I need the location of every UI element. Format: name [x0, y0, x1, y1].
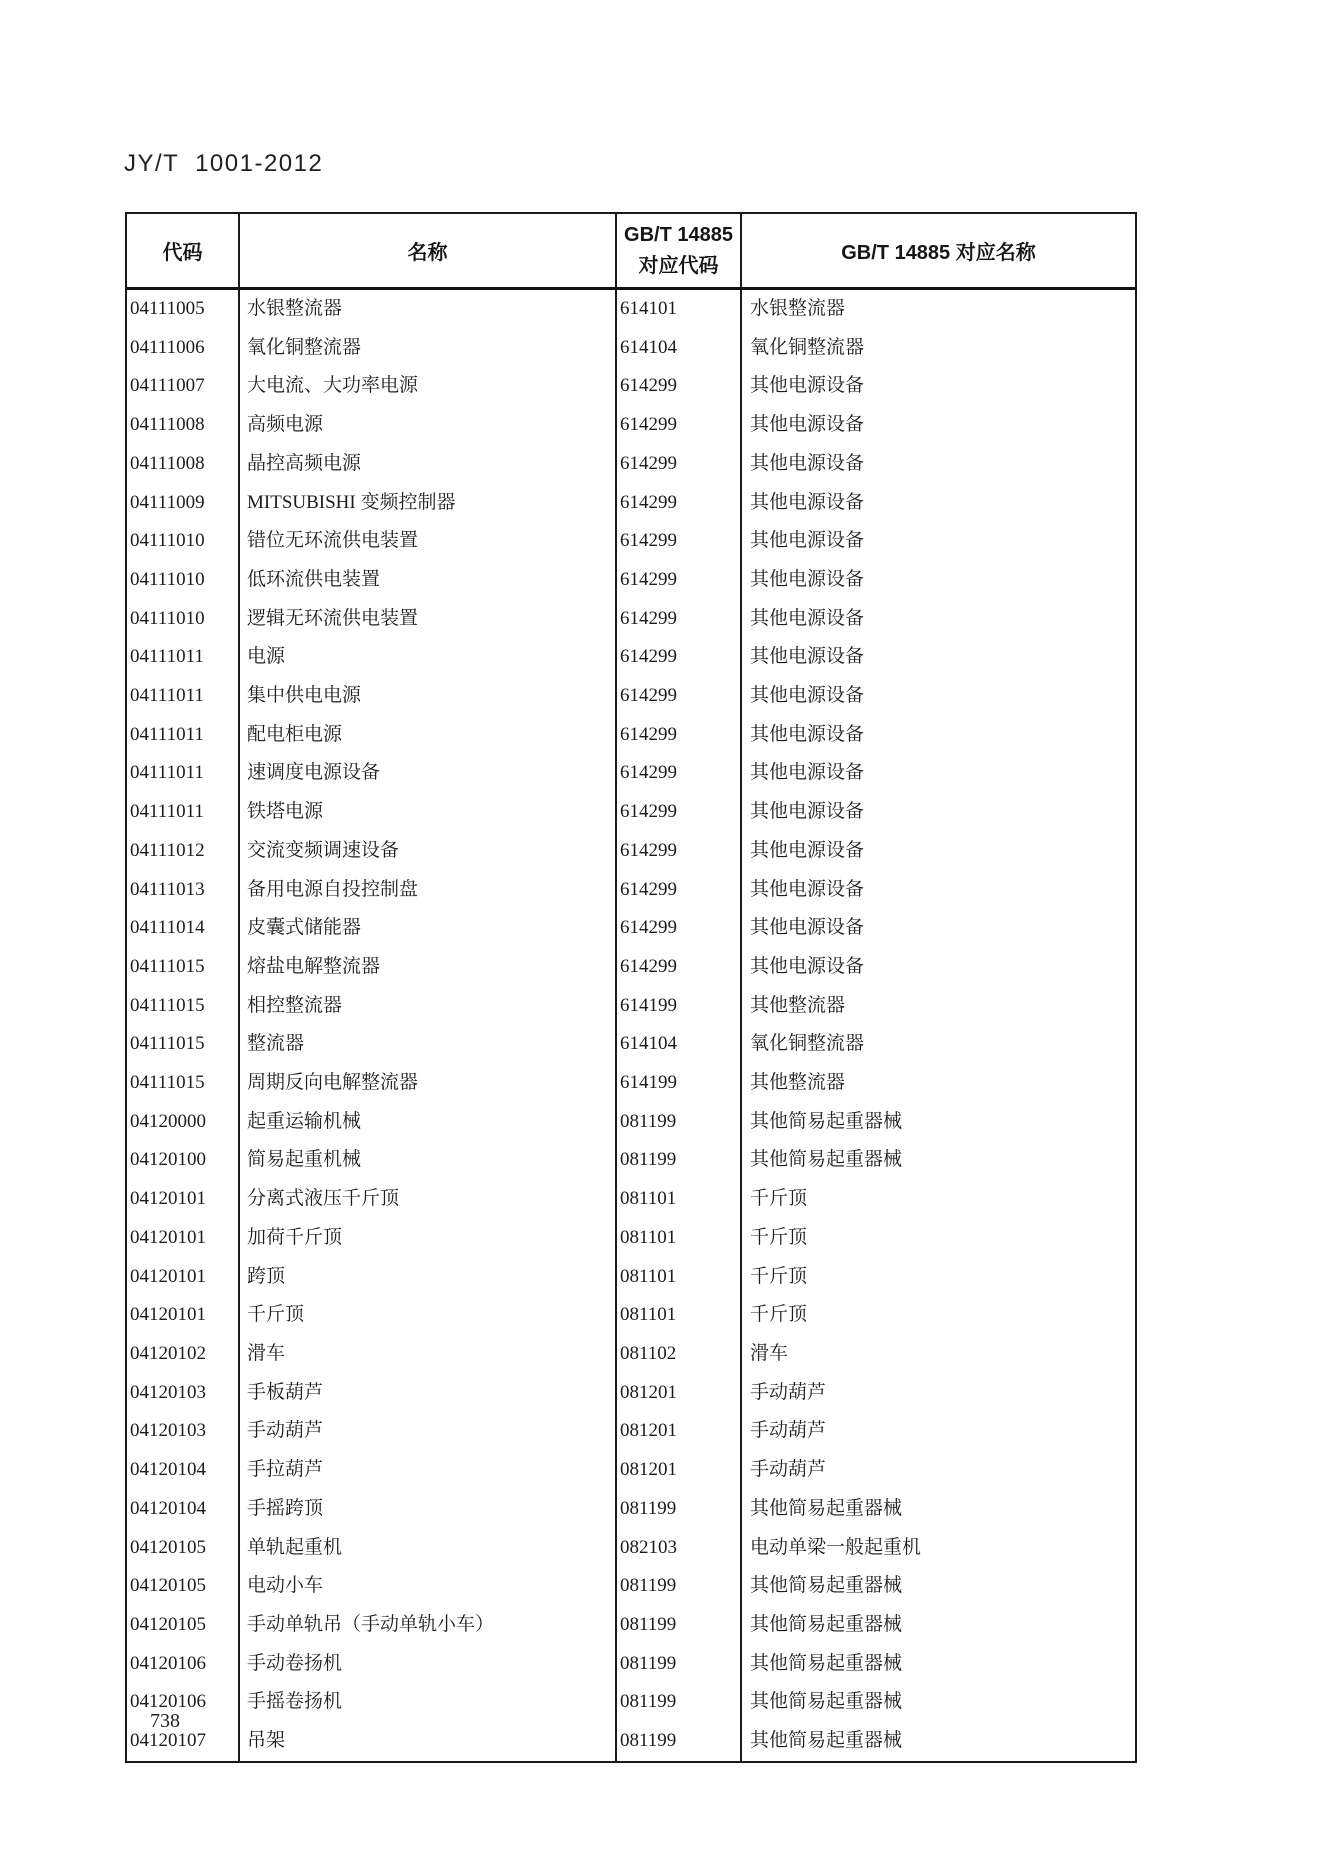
cell-name: 整流器 [239, 1025, 616, 1064]
cell-code: 04111015 [126, 948, 239, 987]
table-row [126, 793, 1136, 832]
cell-gbt-name: 其他整流器 [741, 987, 1136, 1026]
cell-gbt-code: 081199 [616, 1645, 741, 1684]
cell-gbt-name: 其他电源设备 [741, 909, 1136, 948]
cell-code: 04120102 [126, 1335, 239, 1374]
cell-gbt-name: 其他电源设备 [741, 716, 1136, 755]
table-row [126, 987, 1136, 1026]
cell-gbt-code: 081199 [616, 1490, 741, 1529]
cell-code: 04120105 [126, 1606, 239, 1645]
cell-gbt-name: 其他简易起重器械 [741, 1722, 1136, 1762]
cell-code: 04111011 [126, 638, 239, 677]
table-row [126, 948, 1136, 987]
cell-gbt-name: 氧化铜整流器 [741, 1025, 1136, 1064]
cell-gbt-name: 其他简易起重器械 [741, 1490, 1136, 1529]
column-header-gbt-code-line2: 对应代码 [638, 254, 719, 277]
cell-gbt-name: 千斤顶 [741, 1180, 1136, 1219]
table-row [126, 677, 1136, 716]
cell-name: 手动单轨吊（手动单轨小车） [239, 1606, 616, 1645]
cell-name: 吊架 [239, 1722, 616, 1762]
cell-name: 配电柜电源 [239, 716, 616, 755]
cell-code: 04120101 [126, 1258, 239, 1297]
cell-gbt-name: 其他整流器 [741, 1064, 1136, 1103]
table-row [126, 716, 1136, 755]
table-row [126, 289, 1136, 329]
cell-gbt-code: 614299 [616, 909, 741, 948]
cell-gbt-name: 其他简易起重器械 [741, 1567, 1136, 1606]
cell-gbt-name: 其他简易起重器械 [741, 1606, 1136, 1645]
cell-name: 铁塔电源 [239, 793, 616, 832]
cell-code: 04111007 [126, 367, 239, 406]
cell-name: 交流变频调速设备 [239, 832, 616, 871]
cell-code: 04111011 [126, 754, 239, 793]
cell-code: 04120106 [126, 1683, 239, 1722]
column-header-name: 名称 [239, 213, 616, 289]
table-row [126, 1606, 1136, 1645]
table-row [126, 445, 1136, 484]
cell-code: 04120101 [126, 1296, 239, 1335]
cell-gbt-name: 滑车 [741, 1335, 1136, 1374]
cell-gbt-code: 081199 [616, 1141, 741, 1180]
cell-gbt-name: 其他简易起重器械 [741, 1645, 1136, 1684]
cell-code: 04111014 [126, 909, 239, 948]
column-header-gbt-code-line1: GB/T 14885 [624, 223, 733, 246]
cell-gbt-name: 其他电源设备 [741, 948, 1136, 987]
cell-gbt-code: 614101 [616, 289, 741, 329]
table-row [126, 522, 1136, 561]
cell-gbt-name: 其他电源设备 [741, 522, 1136, 561]
table-row [126, 1567, 1136, 1606]
cell-name: 备用电源自投控制盘 [239, 871, 616, 910]
cell-gbt-code: 614299 [616, 600, 741, 639]
cell-name: 加荷千斤顶 [239, 1219, 616, 1258]
cell-gbt-name: 其他电源设备 [741, 367, 1136, 406]
cell-name: 高频电源 [239, 406, 616, 445]
cell-gbt-name: 其他电源设备 [741, 406, 1136, 445]
cell-name: 分离式液压千斤顶 [239, 1180, 616, 1219]
cell-gbt-code: 614299 [616, 716, 741, 755]
cell-name: 低环流供电装置 [239, 561, 616, 600]
cell-name: 简易起重机械 [239, 1141, 616, 1180]
cell-gbt-name: 千斤顶 [741, 1296, 1136, 1335]
cell-gbt-name: 其他简易起重器械 [741, 1141, 1136, 1180]
cell-gbt-name: 其他电源设备 [741, 561, 1136, 600]
cell-gbt-name: 千斤顶 [741, 1258, 1136, 1297]
table-row [126, 638, 1136, 677]
cell-name: 逻辑无环流供电装置 [239, 600, 616, 639]
table-row [126, 1335, 1136, 1374]
cell-gbt-code: 614299 [616, 871, 741, 910]
cell-code: 04120101 [126, 1219, 239, 1258]
cell-gbt-code: 614299 [616, 484, 741, 523]
cell-code: 04111011 [126, 793, 239, 832]
cell-gbt-code: 614104 [616, 329, 741, 368]
mapping-table [125, 212, 1137, 1763]
table-row [126, 1490, 1136, 1529]
table-row [126, 1529, 1136, 1568]
table-row [126, 1103, 1136, 1142]
cell-code: 04120104 [126, 1451, 239, 1490]
cell-gbt-code: 614299 [616, 948, 741, 987]
cell-gbt-code: 614299 [616, 561, 741, 600]
cell-code: 04120000 [126, 1103, 239, 1142]
cell-gbt-code: 081101 [616, 1180, 741, 1219]
cell-code: 04111011 [126, 677, 239, 716]
cell-code: 04111011 [126, 716, 239, 755]
table-header [126, 213, 1136, 289]
cell-gbt-name: 氧化铜整流器 [741, 329, 1136, 368]
cell-name: 晶控高频电源 [239, 445, 616, 484]
cell-name: 熔盐电解整流器 [239, 948, 616, 987]
cell-gbt-code: 614199 [616, 987, 741, 1026]
cell-code: 04111012 [126, 832, 239, 871]
cell-name: 速调度电源设备 [239, 754, 616, 793]
table-row [126, 1645, 1136, 1684]
cell-gbt-code: 081199 [616, 1683, 741, 1722]
cell-gbt-code: 614199 [616, 1064, 741, 1103]
cell-code: 04111015 [126, 987, 239, 1026]
table-row [126, 1722, 1136, 1762]
cell-name: 电动小车 [239, 1567, 616, 1606]
table-row [126, 1412, 1136, 1451]
cell-gbt-name: 其他电源设备 [741, 871, 1136, 910]
page-number: 738 [150, 1710, 180, 1732]
cell-name: 滑车 [239, 1335, 616, 1374]
cell-name: 集中供电电源 [239, 677, 616, 716]
table-row [126, 1141, 1136, 1180]
cell-gbt-code: 081201 [616, 1412, 741, 1451]
column-header-code: 代码 [126, 213, 239, 289]
cell-gbt-code: 614299 [616, 754, 741, 793]
table-row [126, 909, 1136, 948]
cell-gbt-name: 其他电源设备 [741, 445, 1136, 484]
cell-name: 氧化铜整流器 [239, 329, 616, 368]
table-row [126, 1219, 1136, 1258]
table-row [126, 1683, 1136, 1722]
cell-name: MITSUBISHI 变频控制器 [239, 484, 616, 523]
table-row [126, 1064, 1136, 1103]
cell-gbt-code: 614104 [616, 1025, 741, 1064]
cell-code: 04111008 [126, 406, 239, 445]
cell-code: 04120106 [126, 1645, 239, 1684]
cell-name: 手摇卷扬机 [239, 1683, 616, 1722]
cell-gbt-name: 其他电源设备 [741, 793, 1136, 832]
cell-code: 04120100 [126, 1141, 239, 1180]
cell-gbt-name: 其他电源设备 [741, 638, 1136, 677]
table-row [126, 561, 1136, 600]
table-row [126, 871, 1136, 910]
cell-name: 手动卷扬机 [239, 1645, 616, 1684]
table-row [126, 832, 1136, 871]
cell-gbt-name: 手动葫芦 [741, 1451, 1136, 1490]
cell-name: 单轨起重机 [239, 1529, 616, 1568]
cell-code: 04111005 [126, 289, 239, 329]
cell-code: 04120101 [126, 1180, 239, 1219]
cell-code: 04111010 [126, 600, 239, 639]
cell-code: 04111015 [126, 1025, 239, 1064]
table-row [126, 484, 1136, 523]
cell-gbt-name: 其他电源设备 [741, 754, 1136, 793]
cell-gbt-name: 水银整流器 [741, 289, 1136, 329]
table-row [126, 329, 1136, 368]
table-row [126, 1258, 1136, 1297]
table-row [126, 1025, 1136, 1064]
cell-code: 04120103 [126, 1374, 239, 1413]
cell-code: 04120105 [126, 1567, 239, 1606]
cell-name: 千斤顶 [239, 1296, 616, 1335]
cell-name: 手拉葫芦 [239, 1451, 616, 1490]
cell-gbt-name: 其他简易起重器械 [741, 1683, 1136, 1722]
column-header-gbt-code [616, 213, 741, 289]
cell-gbt-code: 081101 [616, 1219, 741, 1258]
cell-name: 电源 [239, 638, 616, 677]
table-row [126, 406, 1136, 445]
cell-name: 跨顶 [239, 1258, 616, 1297]
cell-code: 04111010 [126, 561, 239, 600]
cell-gbt-code: 081199 [616, 1103, 741, 1142]
header-row [126, 213, 1136, 289]
cell-name: 手摇跨顶 [239, 1490, 616, 1529]
table-body [126, 289, 1136, 1762]
cell-name: 相控整流器 [239, 987, 616, 1026]
cell-gbt-name: 手动葫芦 [741, 1374, 1136, 1413]
cell-gbt-code: 614299 [616, 793, 741, 832]
cell-gbt-code: 081199 [616, 1567, 741, 1606]
cell-gbt-code: 614299 [616, 522, 741, 561]
cell-gbt-code: 614299 [616, 445, 741, 484]
cell-gbt-code: 081201 [616, 1374, 741, 1413]
mapping-table-container [125, 212, 1135, 1763]
table-row [126, 754, 1136, 793]
column-header-gbt-name: GB/T 14885 对应名称 [741, 213, 1136, 289]
cell-name: 水银整流器 [239, 289, 616, 329]
cell-name: 手动葫芦 [239, 1412, 616, 1451]
cell-gbt-name: 其他电源设备 [741, 600, 1136, 639]
cell-name: 起重运输机械 [239, 1103, 616, 1142]
cell-gbt-code: 081199 [616, 1606, 741, 1645]
cell-code: 04111015 [126, 1064, 239, 1103]
cell-gbt-name: 其他简易起重器械 [741, 1103, 1136, 1142]
cell-gbt-name: 其他电源设备 [741, 832, 1136, 871]
cell-code: 04111006 [126, 329, 239, 368]
cell-gbt-name: 其他电源设备 [741, 484, 1136, 523]
cell-gbt-name: 电动单梁一般起重机 [741, 1529, 1136, 1568]
cell-code: 04120104 [126, 1490, 239, 1529]
cell-code: 04120103 [126, 1412, 239, 1451]
standard-code: JY/T 1001-2012 [124, 150, 324, 177]
cell-code: 04120107 [126, 1722, 239, 1762]
table-row [126, 600, 1136, 639]
table-row [126, 367, 1136, 406]
cell-gbt-name: 千斤顶 [741, 1219, 1136, 1258]
cell-gbt-code: 081201 [616, 1451, 741, 1490]
cell-name: 周期反向电解整流器 [239, 1064, 616, 1103]
cell-code: 04111013 [126, 871, 239, 910]
cell-gbt-code: 081102 [616, 1335, 741, 1374]
cell-gbt-code: 081199 [616, 1722, 741, 1762]
table-row [126, 1180, 1136, 1219]
cell-name: 大电流、大功率电源 [239, 367, 616, 406]
cell-gbt-code: 614299 [616, 832, 741, 871]
cell-code: 04111008 [126, 445, 239, 484]
table-row [126, 1451, 1136, 1490]
cell-gbt-code: 081101 [616, 1296, 741, 1335]
cell-gbt-code: 614299 [616, 367, 741, 406]
table-row [126, 1374, 1136, 1413]
cell-name: 错位无环流供电装置 [239, 522, 616, 561]
cell-gbt-code: 082103 [616, 1529, 741, 1568]
cell-gbt-name: 手动葫芦 [741, 1412, 1136, 1451]
cell-code: 04111010 [126, 522, 239, 561]
table-row [126, 1296, 1136, 1335]
cell-name: 皮囊式储能器 [239, 909, 616, 948]
cell-gbt-code: 614299 [616, 638, 741, 677]
cell-code: 04111009 [126, 484, 239, 523]
cell-gbt-code: 614299 [616, 677, 741, 716]
cell-gbt-name: 其他电源设备 [741, 677, 1136, 716]
cell-gbt-code: 081101 [616, 1258, 741, 1297]
cell-gbt-code: 614299 [616, 406, 741, 445]
cell-name: 手板葫芦 [239, 1374, 616, 1413]
cell-code: 04120105 [126, 1529, 239, 1568]
